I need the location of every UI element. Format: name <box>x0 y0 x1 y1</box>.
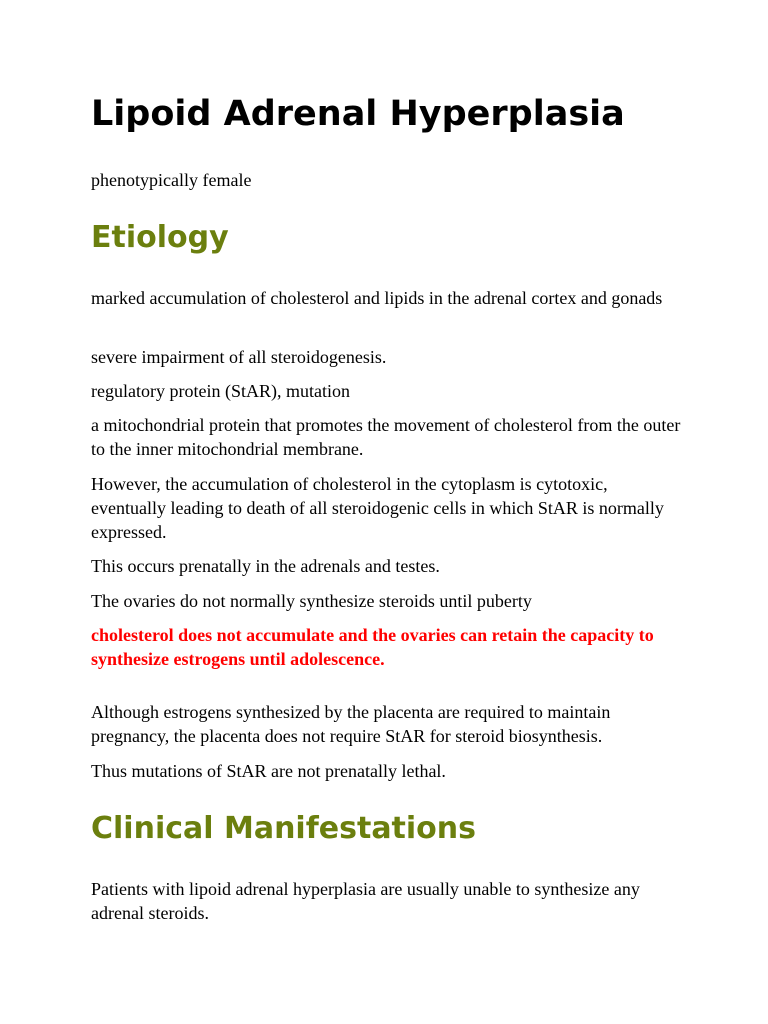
paragraph: marked accumulation of cholesterol and lipids in the adrenal cortex and gonads <box>91 288 663 308</box>
paragraph: However, the accumulation of cholesterol in the cytoplasm is cytotoxic, eventually leading to death of all steroidogenic cells in which StAR is normally expressed. <box>91 474 664 542</box>
paragraph: Patients with lipoid adrenal hyperplasia are usually unable to synthesize any adrenal steroids. <box>91 879 640 923</box>
paragraph: The ovaries do not normally synthesize steroids until puberty <box>91 591 532 611</box>
paragraph: severe impairment of all steroidogenesis. <box>91 347 387 367</box>
paragraph: regulatory protein (StAR), mutation <box>91 381 350 401</box>
highlighted-paragraph: cholesterol does not accumulate and the ovaries can retain the capacity to synthesize estrogens until adolescence. <box>91 625 654 669</box>
paragraph: Thus mutations of StAR are not prenatally lethal. <box>91 761 446 781</box>
subtitle: phenotypically female <box>91 170 252 190</box>
page-title: Lipoid Adrenal Hyperplasia <box>91 94 625 134</box>
paragraph: a mitochondrial protein that promotes the movement of cholesterol from the outer to the inner mitochondrial membrane. <box>91 415 681 459</box>
paragraph: Although estrogens synthesized by the placenta are required to maintain pregnancy, the placenta does not require StAR for steroid biosynthesis. <box>91 702 611 746</box>
section-heading-clinical-manifestations: Clinical Manifestations <box>91 811 477 846</box>
paragraph: This occurs prenatally in the adrenals and testes. <box>91 556 440 576</box>
section-heading-etiology: Etiology <box>91 220 229 255</box>
